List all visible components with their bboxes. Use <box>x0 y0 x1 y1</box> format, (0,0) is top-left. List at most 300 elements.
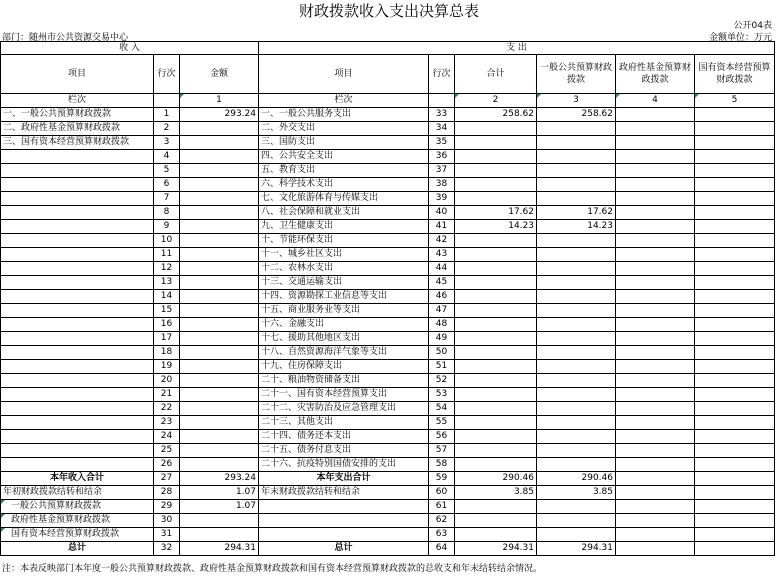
expense-state <box>695 388 775 402</box>
table-row <box>1 346 775 360</box>
expense-total <box>455 332 537 346</box>
expense-state <box>695 374 775 388</box>
table-row <box>1 220 775 234</box>
expense-state <box>695 122 775 136</box>
income-amount <box>180 318 259 332</box>
income-item <box>1 360 154 374</box>
empty-cell <box>695 500 775 514</box>
expense-general: 258.62 <box>537 108 616 122</box>
income-line: 21 <box>154 388 180 402</box>
expense-line: 56 <box>429 430 455 444</box>
expense-item <box>259 514 429 528</box>
income-line: 18 <box>154 346 180 360</box>
expense-general <box>537 374 616 388</box>
expense-item: 本年支出合计 <box>259 472 429 486</box>
expense-item: 八、社会保障和就业支出 <box>259 206 429 220</box>
income-item: 政府性基金预算财政拨款 <box>1 514 154 528</box>
expense-general: 14.23 <box>537 220 616 234</box>
income-item: 本年收入合计 <box>1 472 154 486</box>
expense-item: 七、文化旅游体育与传媒支出 <box>259 192 429 206</box>
expense-line: 52 <box>429 374 455 388</box>
income-item <box>1 164 154 178</box>
expense-state <box>695 402 775 416</box>
income-item: 国有资本经营预算财政拨款 <box>1 528 154 542</box>
expense-state <box>695 304 775 318</box>
expense-item: 二十二、灾害防治及应急管理支出 <box>259 402 429 416</box>
expense-fund <box>616 444 695 458</box>
income-amount <box>180 528 259 542</box>
expense-general: 290.46 <box>537 472 616 486</box>
expense-total <box>455 444 537 458</box>
expense-item: 十七、援助其他地区支出 <box>259 332 429 346</box>
expense-general <box>537 318 616 332</box>
table-row <box>1 290 775 304</box>
expense-line: 41 <box>429 220 455 234</box>
expense-state <box>695 206 775 220</box>
expense-state <box>695 318 775 332</box>
expense-fund <box>616 136 695 150</box>
column-number-row <box>1 94 775 108</box>
income-amount <box>180 332 259 346</box>
expense-line: 49 <box>429 332 455 346</box>
income-amount <box>180 122 259 136</box>
income-line: 12 <box>154 262 180 276</box>
income-amount: 293.24 <box>180 108 259 122</box>
income-line: 1 <box>154 108 180 122</box>
col-total: 合计 <box>455 55 537 94</box>
expense-item: 总计 <box>259 542 429 556</box>
expense-line: 45 <box>429 276 455 290</box>
expense-general <box>537 164 616 178</box>
income-item <box>1 416 154 430</box>
expense-line: 50 <box>429 346 455 360</box>
income-line: 17 <box>154 332 180 346</box>
expense-general <box>537 500 616 514</box>
income-line: 31 <box>154 528 180 542</box>
expense-general <box>537 122 616 136</box>
income-line: 3 <box>154 136 180 150</box>
income-line: 14 <box>154 290 180 304</box>
income-amount <box>180 164 259 178</box>
expense-item: 十二、农林水支出 <box>259 262 429 276</box>
expense-total: 14.23 <box>455 220 537 234</box>
expense-general <box>537 388 616 402</box>
expense-item: 二十、粮油物资储备支出 <box>259 374 429 388</box>
expense-item: 六、科学技术支出 <box>259 178 429 192</box>
expense-general <box>537 458 616 472</box>
income-line: 10 <box>154 234 180 248</box>
grand-total-row <box>1 542 775 556</box>
expense-state <box>695 136 775 150</box>
income-amount <box>180 248 259 262</box>
expense-fund <box>616 318 695 332</box>
income-item <box>1 388 154 402</box>
income-item <box>1 262 154 276</box>
empty-cell <box>616 514 695 528</box>
expense-item: 十三、交通运输支出 <box>259 276 429 290</box>
expense-total: 258.62 <box>455 108 537 122</box>
col-line: 行次 <box>154 55 180 94</box>
income-amount <box>180 444 259 458</box>
expense-state <box>695 290 775 304</box>
expense-total <box>455 416 537 430</box>
income-line: 32 <box>154 542 180 556</box>
expense-fund <box>616 220 695 234</box>
expense-general <box>537 192 616 206</box>
table-row <box>1 248 775 262</box>
income-line: 19 <box>154 360 180 374</box>
income-amount <box>180 304 259 318</box>
expense-fund <box>616 234 695 248</box>
empty-cell <box>616 528 695 542</box>
expense-state <box>695 416 775 430</box>
empty-cell <box>695 542 775 556</box>
income-item <box>1 178 154 192</box>
footnote: 注：本表反映部门本年度一般公共预算财政拨款、政府性基金预算财政拨款和国有资本经营预算财政拨款的总收支和年末结转结余情况。 <box>2 564 543 574</box>
expense-total <box>455 178 537 192</box>
expense-item <box>259 500 429 514</box>
income-amount <box>180 514 259 528</box>
expense-line: 46 <box>429 290 455 304</box>
expense-state <box>695 458 775 472</box>
table-row <box>1 276 775 290</box>
expense-total <box>455 290 537 304</box>
expense-item: 二十一、国有资本经营预算支出 <box>259 388 429 402</box>
subtotal-row <box>1 472 775 486</box>
income-amount <box>180 206 259 220</box>
expense-item: 二十四、债务还本支出 <box>259 430 429 444</box>
income-item <box>1 248 154 262</box>
expense-total <box>455 262 537 276</box>
balance-row <box>1 514 775 528</box>
col-general: 一般公共预算财政拨款 <box>537 55 616 94</box>
income-item <box>1 276 154 290</box>
expense-item: 十五、商业服务业等支出 <box>259 304 429 318</box>
income-line: 24 <box>154 430 180 444</box>
income-line: 15 <box>154 304 180 318</box>
income-line: 16 <box>154 318 180 332</box>
expense-item: 十六、金融支出 <box>259 318 429 332</box>
expense-general: 3.85 <box>537 486 616 500</box>
expense-total <box>455 276 537 290</box>
empty-cell <box>695 472 775 486</box>
balance-row <box>1 500 775 514</box>
expense-general <box>537 416 616 430</box>
income-line: 22 <box>154 402 180 416</box>
table-row <box>1 458 775 472</box>
col-amount: 金额 <box>180 55 259 94</box>
expense-fund <box>616 262 695 276</box>
expense-general <box>537 150 616 164</box>
expense-line: 53 <box>429 388 455 402</box>
expense-item: 四、公共安全支出 <box>259 150 429 164</box>
expense-general <box>537 136 616 150</box>
income-amount <box>180 402 259 416</box>
expense-total <box>455 150 537 164</box>
income-item <box>1 290 154 304</box>
expense-state <box>695 164 775 178</box>
expense-general <box>537 514 616 528</box>
income-line: 30 <box>154 514 180 528</box>
expense-state <box>695 192 775 206</box>
expense-general <box>537 234 616 248</box>
expense-total <box>455 402 537 416</box>
table-row <box>1 332 775 346</box>
income-item <box>1 318 154 332</box>
income-amount <box>180 430 259 444</box>
expense-line: 39 <box>429 192 455 206</box>
expense-line: 44 <box>429 262 455 276</box>
income-item <box>1 234 154 248</box>
expense-fund <box>616 164 695 178</box>
expense-line: 59 <box>429 472 455 486</box>
expense-item: 十一、城乡社区支出 <box>259 248 429 262</box>
expense-total <box>455 304 537 318</box>
expense-line: 51 <box>429 360 455 374</box>
income-line: 4 <box>154 150 180 164</box>
table-row <box>1 206 775 220</box>
income-header: 收 入 <box>1 42 259 55</box>
income-line: 5 <box>154 164 180 178</box>
income-amount <box>180 374 259 388</box>
income-line: 26 <box>154 458 180 472</box>
expense-total <box>455 388 537 402</box>
income-item <box>1 220 154 234</box>
table-row <box>1 192 775 206</box>
col-no-blank <box>154 94 180 108</box>
expense-state <box>695 108 775 122</box>
expense-line: 38 <box>429 178 455 192</box>
expense-line: 63 <box>429 528 455 542</box>
empty-cell <box>695 486 775 500</box>
table-row <box>1 388 775 402</box>
col-exp-item: 项目 <box>259 55 429 94</box>
expense-general <box>537 360 616 374</box>
income-item <box>1 458 154 472</box>
income-amount <box>180 360 259 374</box>
income-line: 11 <box>154 248 180 262</box>
income-amount <box>180 458 259 472</box>
expense-fund <box>616 388 695 402</box>
expense-total <box>455 346 537 360</box>
income-item <box>1 150 154 164</box>
expense-line: 62 <box>429 514 455 528</box>
expense-line: 61 <box>429 500 455 514</box>
table-row <box>1 122 775 136</box>
income-amount: 1.07 <box>180 500 259 514</box>
expense-fund <box>616 458 695 472</box>
expense-fund <box>616 346 695 360</box>
income-amount <box>180 150 259 164</box>
col-no-4: 4 <box>616 94 695 108</box>
income-line: 9 <box>154 220 180 234</box>
income-item: 年初财政拨款结转和结余 <box>1 486 154 500</box>
expense-line: 36 <box>429 150 455 164</box>
expense-total <box>455 514 537 528</box>
expense-state <box>695 430 775 444</box>
income-amount: 294.31 <box>180 542 259 556</box>
table-row <box>1 374 775 388</box>
expense-general <box>537 528 616 542</box>
col-no-1: 1 <box>180 94 259 108</box>
expense-state <box>695 360 775 374</box>
table-row <box>1 234 775 248</box>
expense-general <box>537 178 616 192</box>
table-row <box>1 262 775 276</box>
expense-fund <box>616 206 695 220</box>
expense-total <box>455 164 537 178</box>
expense-total <box>455 122 537 136</box>
col-no-exp-label: 栏次 <box>259 94 429 108</box>
expense-general <box>537 430 616 444</box>
expense-fund <box>616 290 695 304</box>
income-amount <box>180 262 259 276</box>
expense-line: 40 <box>429 206 455 220</box>
col-exp-line: 行次 <box>429 55 455 94</box>
col-no-3: 3 <box>537 94 616 108</box>
income-amount <box>180 290 259 304</box>
expense-total <box>455 374 537 388</box>
income-item <box>1 444 154 458</box>
expense-state <box>695 444 775 458</box>
table-row <box>1 416 775 430</box>
expense-state <box>695 248 775 262</box>
expense-general <box>537 262 616 276</box>
expense-line: 33 <box>429 108 455 122</box>
expense-line: 42 <box>429 234 455 248</box>
expense-total <box>455 458 537 472</box>
expense-total: 290.46 <box>455 472 537 486</box>
expense-total <box>455 430 537 444</box>
expense-item: 二十三、其他支出 <box>259 416 429 430</box>
income-amount <box>180 346 259 360</box>
expense-line: 55 <box>429 416 455 430</box>
income-item: 二、政府性基金预算财政拨款 <box>1 122 154 136</box>
expense-total <box>455 234 537 248</box>
income-item: 一般公共预算财政拨款 <box>1 500 154 514</box>
expense-line: 54 <box>429 402 455 416</box>
income-line: 23 <box>154 416 180 430</box>
income-amount <box>180 388 259 402</box>
income-item: 三、国有资本经营预算财政拨款 <box>1 136 154 150</box>
table-row <box>1 164 775 178</box>
income-line: 6 <box>154 178 180 192</box>
empty-cell <box>616 500 695 514</box>
expense-total <box>455 360 537 374</box>
expense-total: 17.62 <box>455 206 537 220</box>
expense-total <box>455 528 537 542</box>
department-label: 部门：随州市公共资源交易中心 <box>2 33 129 43</box>
expense-state <box>695 220 775 234</box>
table-row <box>1 150 775 164</box>
income-amount <box>180 136 259 150</box>
expense-item: 二十六、抗疫特别国债安排的支出 <box>259 458 429 472</box>
expense-item: 十九、住房保障支出 <box>259 360 429 374</box>
expense-total <box>455 248 537 262</box>
unit-label: 金额单位：万元 <box>708 33 772 43</box>
expense-line: 57 <box>429 444 455 458</box>
table-row <box>1 402 775 416</box>
table-row <box>1 360 775 374</box>
expense-fund <box>616 304 695 318</box>
table-row <box>1 136 775 150</box>
expense-item: 五、教育支出 <box>259 164 429 178</box>
expense-general <box>537 332 616 346</box>
table-row <box>1 318 775 332</box>
table-row <box>1 178 775 192</box>
expense-line: 35 <box>429 136 455 150</box>
income-line: 7 <box>154 192 180 206</box>
income-amount <box>180 276 259 290</box>
balance-row <box>1 486 775 500</box>
expense-item <box>259 528 429 542</box>
income-amount <box>180 416 259 430</box>
income-line: 8 <box>154 206 180 220</box>
expense-state <box>695 178 775 192</box>
income-item <box>1 402 154 416</box>
expense-fund <box>616 248 695 262</box>
expense-fund <box>616 416 695 430</box>
expense-item: 九、卫生健康支出 <box>259 220 429 234</box>
expense-fund <box>616 332 695 346</box>
expense-state <box>695 276 775 290</box>
expense-fund <box>616 192 695 206</box>
expense-total: 294.31 <box>455 542 537 556</box>
expense-general <box>537 276 616 290</box>
expense-state <box>695 234 775 248</box>
income-amount <box>180 192 259 206</box>
expense-item: 十八、自然资源海洋气象等支出 <box>259 346 429 360</box>
expense-general <box>537 248 616 262</box>
budget-table <box>0 41 775 556</box>
expense-item: 一、一般公共服务支出 <box>259 108 429 122</box>
col-fund: 政府性基金预算财政拨款 <box>616 55 695 94</box>
expense-line: 43 <box>429 248 455 262</box>
expense-general: 17.62 <box>537 206 616 220</box>
expense-state <box>695 346 775 360</box>
expense-general <box>537 304 616 318</box>
expense-fund <box>616 108 695 122</box>
expense-fund <box>616 402 695 416</box>
income-line: 20 <box>154 374 180 388</box>
expense-general <box>537 444 616 458</box>
expense-general: 294.31 <box>537 542 616 556</box>
expense-header: 支 出 <box>259 42 775 55</box>
expense-fund <box>616 178 695 192</box>
income-item <box>1 374 154 388</box>
table-row <box>1 444 775 458</box>
income-item: 一、一般公共预算财政拨款 <box>1 108 154 122</box>
expense-item: 二、外交支出 <box>259 122 429 136</box>
col-no-2: 2 <box>455 94 537 108</box>
income-item <box>1 430 154 444</box>
empty-cell <box>695 514 775 528</box>
income-line: 25 <box>154 444 180 458</box>
expense-item: 十四、资源勘探工业信息等支出 <box>259 290 429 304</box>
income-item <box>1 192 154 206</box>
empty-cell <box>695 528 775 542</box>
report-title: 财政拨款收入支出决算总表 <box>298 2 479 20</box>
expense-general <box>537 346 616 360</box>
col-no-5: 5 <box>695 94 775 108</box>
income-amount: 293.24 <box>180 472 259 486</box>
expense-item: 三、国防支出 <box>259 136 429 150</box>
expense-item: 年末财政拨款结转和结余 <box>259 486 429 500</box>
income-amount <box>180 220 259 234</box>
empty-cell <box>616 542 695 556</box>
expense-line: 37 <box>429 164 455 178</box>
income-item: 总计 <box>1 542 154 556</box>
